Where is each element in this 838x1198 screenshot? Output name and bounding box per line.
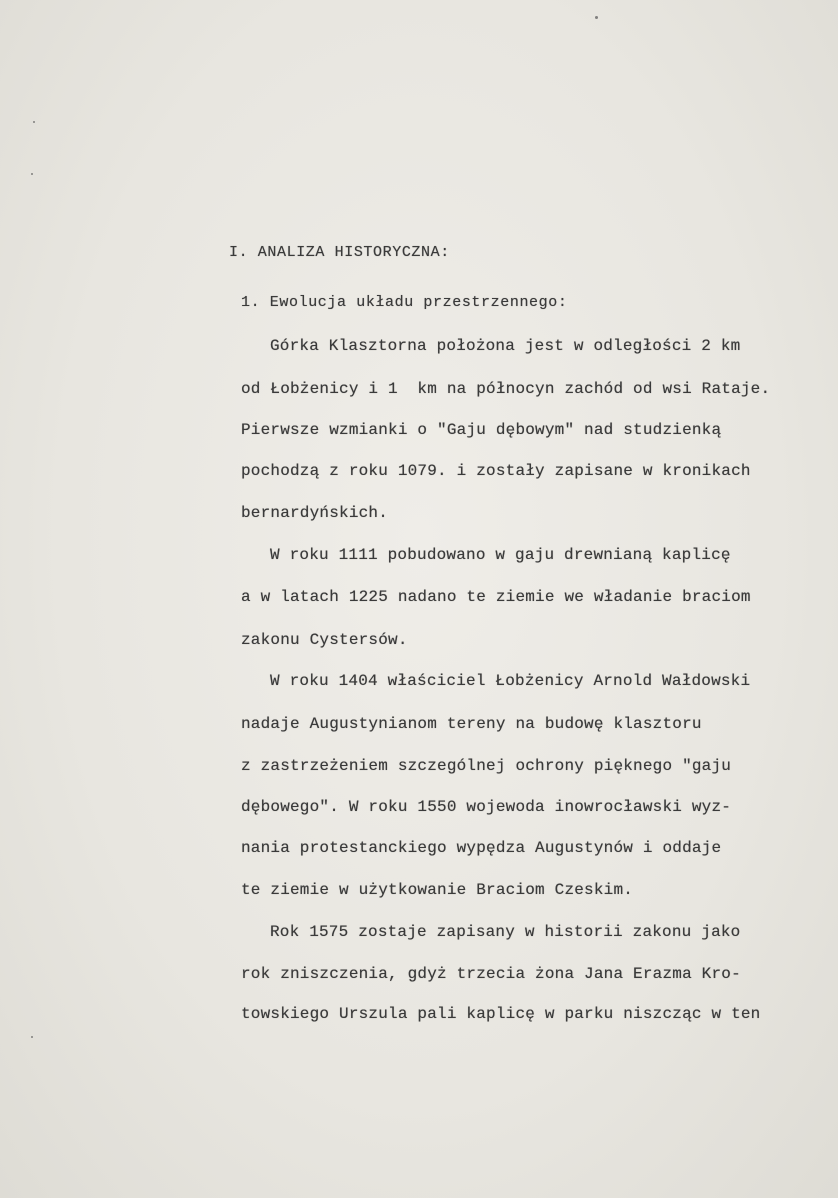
text-line: W roku 1111 pobudowano w gaju drewnianą kaplicę xyxy=(270,546,731,564)
text-line: z zastrzeżeniem szczególnej ochrony pięknego "gaju xyxy=(241,757,732,775)
text-line: Górka Klasztorna położona jest w odległości 2 km xyxy=(270,337,741,355)
text-line: Rok 1575 zostaje zapisany w historii zakonu jako xyxy=(270,923,741,941)
text-line: dębowego". W roku 1550 wojewoda inowrocławski wyz- xyxy=(241,798,732,816)
text-line: towskiego Urszula pali kaplicę w parku niszcząc w ten xyxy=(241,1005,761,1023)
text-line: rok zniszczenia, gdyż trzecia żona Jana Erazma Kro- xyxy=(241,965,741,983)
subsection-heading: 1. Ewolucja układu przestrzennego: xyxy=(241,294,568,311)
scan-speck xyxy=(31,1036,33,1038)
text-line: a w latach 1225 nadano te ziemie we władanie braciom xyxy=(241,588,751,606)
text-line: nania protestanckiego wypędza Augustynów i oddaje xyxy=(241,839,722,857)
text-line: zakonu Cystersów. xyxy=(241,631,408,649)
text-line: nadaje Augustynianom tereny na budowę klasztoru xyxy=(241,715,702,733)
text-line: pochodzą z roku 1079. i zostały zapisane w kronikach xyxy=(241,462,751,480)
text-line: te ziemie w użytkowanie Braciom Czeskim. xyxy=(241,881,634,899)
scan-speck xyxy=(31,173,33,175)
text-line: od Łobżenicy i 1 km na północyn zachód od wsi Rataje. xyxy=(241,380,771,398)
text-line: Pierwsze wzmianki o "Gaju dębowym" nad studzienką xyxy=(241,421,722,439)
scan-speck xyxy=(33,121,35,123)
section-heading: I. ANALIZA HISTORYCZNA: xyxy=(229,244,450,261)
scan-speck xyxy=(595,16,598,19)
text-line: W roku 1404 właściciel Łobżenicy Arnold Wałdowski xyxy=(270,672,751,690)
text-line: bernardyńskich. xyxy=(241,504,389,522)
